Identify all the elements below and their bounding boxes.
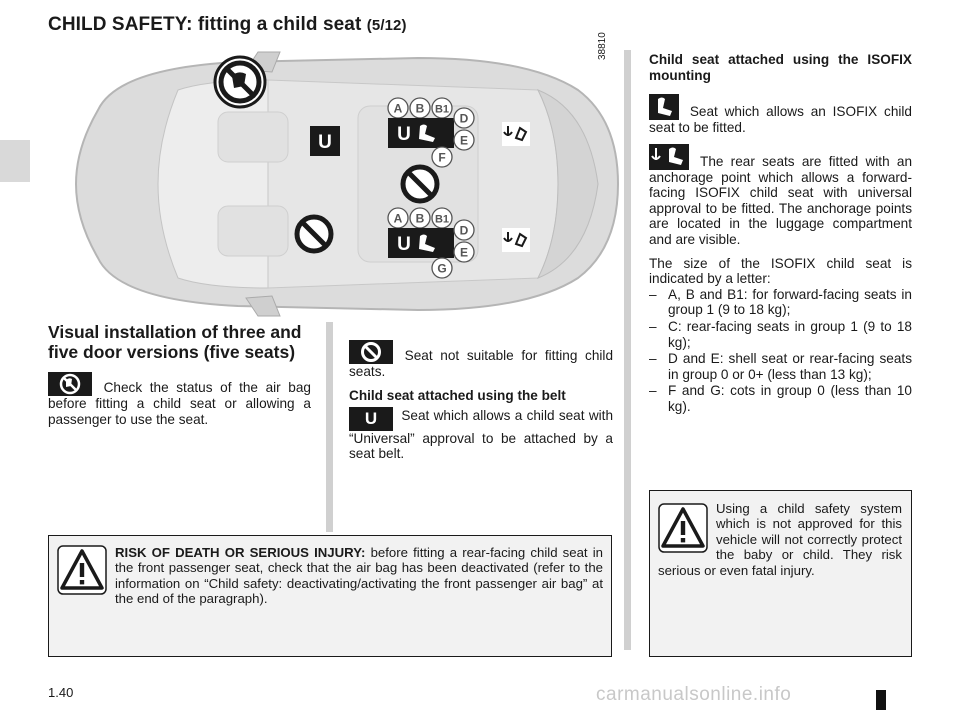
airbag-check-icon (48, 372, 92, 396)
svg-text:A: A (393, 211, 403, 226)
anchor-paragraph (649, 144, 912, 248)
column-divider-right (624, 50, 631, 650)
label-a-bottom (388, 208, 408, 228)
left-column (48, 322, 311, 435)
right-column (649, 52, 912, 416)
isofix-seat-text: Seat which allows an ISOFIX child seat to be fitted. (649, 104, 912, 135)
universal-seat-icon: U (349, 407, 393, 431)
label-d-top (454, 108, 474, 128)
svg-text:F: F (438, 150, 446, 165)
prohibited-text: Seat not suitable for fitting child seats. (349, 348, 613, 379)
svg-text:D: D (459, 223, 469, 238)
chapter-tab (0, 140, 30, 182)
label-b1-top (432, 98, 452, 118)
figure-reference-code: 38810 (597, 32, 608, 60)
isofix-seat-icon (649, 94, 679, 120)
airbag-warning-badge (215, 57, 265, 107)
label-b-top (410, 98, 430, 118)
svg-text:E: E (459, 245, 469, 260)
svg-text:A: A (393, 101, 403, 116)
label-b-bottom (410, 208, 430, 228)
label-b1-bottom (432, 208, 452, 228)
svg-text:U: U (397, 124, 411, 145)
front-seat-left (218, 112, 288, 162)
anchor-point-icon-top (502, 122, 530, 146)
middle-column (349, 340, 613, 470)
label-e-bottom (454, 242, 474, 262)
list-item: – D and E: shell seat or rear-facing seats in group 0 or 0+ (less than 13 kg); (649, 351, 912, 382)
label-e-top (454, 130, 474, 150)
anchor-point-icon-bottom (502, 228, 530, 252)
svg-text:B1: B1 (434, 213, 450, 226)
svg-text:B: B (415, 101, 425, 116)
size-intro: The size of the ISOFIX child seat is indicated by a letter: (649, 255, 912, 287)
svg-text:E: E (459, 133, 469, 148)
side-warning-text: Using a child safety system which is not approved for this vehicle will not correctly protect the baby or child. They risk serious or even fatal injury. (658, 501, 902, 578)
warning-triangle-icon (57, 545, 107, 595)
list-item: – C: rear-facing seats in group 1 (9 to 18 kg); (649, 319, 912, 350)
main-warning-text: RISK OF DEATH OR SERIOUS INJURY: before fitting a rear-facing child seat in the front passenger seat, check that the air bag has been deactivated (refer to the information on “Child safety: deactivating/activating the front passenger air bag” at the end of the paragraph). (115, 545, 604, 607)
anchor-text: The rear seats are fitted with an anchorage point which allows a forward-facing ISOFIX child seat with universal approval to be fitted. The anchorage points are located in the luggage compartment and are visible. (649, 153, 913, 247)
label-f (432, 147, 452, 167)
section-heading: Visual installation of three and five door versions (five seats) (48, 322, 302, 362)
front-seat-right (218, 206, 288, 256)
corner-mark (876, 690, 886, 710)
isofix-heading: Child seat attached using the ISOFIX mounting (649, 52, 912, 83)
belt-heading: Child seat attached using the belt (349, 387, 566, 403)
svg-text:G: G (437, 261, 447, 276)
page-title-counter: (5/12) (366, 17, 407, 34)
universal-paragraph (349, 407, 613, 462)
svg-text:B: B (415, 211, 425, 226)
airbag-check-paragraph (48, 372, 311, 427)
windscreen (158, 80, 268, 288)
prohibited-sign-front-right (297, 217, 331, 251)
main-warning-box (48, 535, 612, 657)
svg-text:U: U (318, 132, 332, 153)
side-warning-box (649, 490, 912, 657)
page-number: 1.40 (48, 685, 74, 700)
size-list (649, 287, 912, 415)
prohibited-paragraph (349, 340, 613, 380)
prohibited-sign-rear-centre (403, 167, 437, 201)
anchor-point-icon (649, 144, 689, 170)
universal-seat-badge-front (310, 126, 340, 156)
label-a-top (388, 98, 408, 118)
svg-text:D: D (459, 111, 469, 126)
car-seating-diagram (58, 50, 624, 318)
isofix-seat-paragraph (649, 94, 912, 136)
list-item: – F and G: cots in group 0 (less than 10 kg). (649, 383, 912, 414)
prohibited-icon (349, 340, 393, 364)
universal-text: Seat which allows a child seat with “Universal” approval to be attached by a seat belt. (349, 407, 613, 462)
list-item: – A, B and B1: for forward-facing seats in group 1 (9 to 18 kg); (649, 287, 912, 318)
watermark: carmanualsonline.info (596, 684, 792, 705)
svg-text:B1: B1 (434, 103, 450, 116)
label-g (432, 258, 452, 278)
svg-text:U: U (397, 234, 411, 255)
column-divider-middle (326, 322, 333, 532)
label-d-bottom (454, 220, 474, 240)
airbag-check-text: Check the status of the air bag before fitting a child seat or allowing a passenger to use the seat. (48, 380, 311, 427)
warning-emphasis: RISK OF DEATH OR SERIOUS INJURY: (115, 545, 366, 560)
page-title: CHILD SAFETY: fitting a child seat (5/12) (48, 14, 407, 35)
